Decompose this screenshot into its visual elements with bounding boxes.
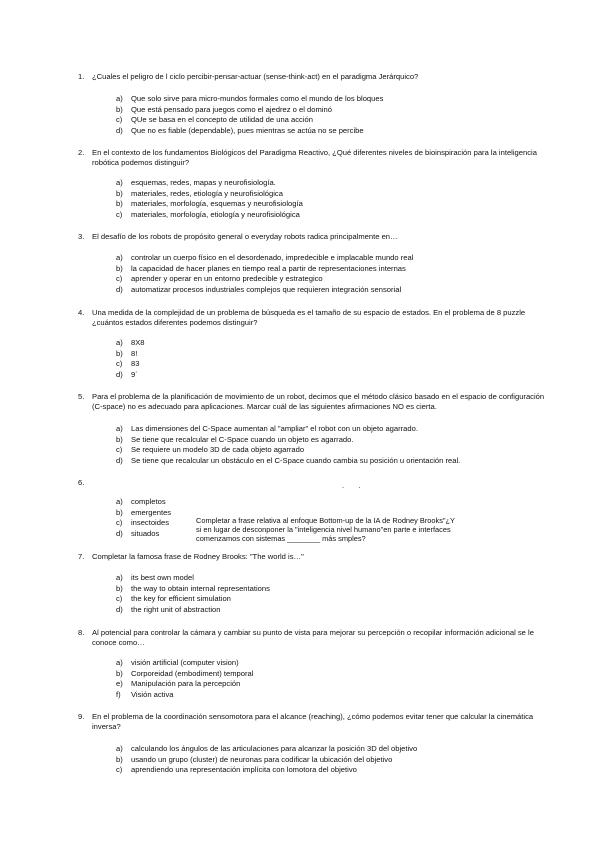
question-text: Completar la famosa frase de Rodney Brooks: "The world is…" bbox=[92, 552, 304, 561]
question-2 bbox=[78, 148, 548, 168]
option[interactable]: b) the way to obtain internal representations bbox=[116, 583, 270, 593]
option[interactable]: b) materiales, morfología, esquemas y neurofisiología bbox=[116, 199, 303, 208]
question-number: 7. bbox=[78, 552, 85, 561]
question-number: 8. bbox=[78, 628, 85, 637]
option[interactable]: f) Visión activa bbox=[116, 689, 174, 699]
floating-line: Completar a frase relativa al enfoque Bottom-up de la IA de Rodney Brooks"¿Y bbox=[196, 516, 455, 525]
question-number: 5. bbox=[78, 392, 85, 401]
options-9 bbox=[116, 744, 546, 776]
option[interactable]: c) aprender y operar en un entorno predecible y estrategico bbox=[116, 274, 323, 283]
floating-line: si en lugar de desconponer la "inteligencia nivel humano"en parte e interfaces bbox=[196, 525, 451, 534]
option[interactable]: a) visión artificial (computer vision) bbox=[116, 658, 239, 667]
question-number: 1. bbox=[78, 72, 85, 81]
option[interactable]: a) calculando los ángulos de las articulaciones para alcanzar la posición 3D del objetivo bbox=[116, 744, 418, 753]
option[interactable]: c) aprendiendo una representación implícita con lomotora del objetivo bbox=[116, 765, 357, 774]
question-1 bbox=[78, 72, 548, 82]
option[interactable]: d) the right unit of abstraction bbox=[116, 604, 221, 614]
question-number: 4. bbox=[78, 308, 85, 317]
question-4 bbox=[78, 308, 548, 328]
option[interactable]: c) materiales, morfología, etiología y neurofisiológica bbox=[116, 209, 300, 219]
question-number: 2. bbox=[78, 148, 85, 157]
options-4 bbox=[116, 338, 546, 380]
option[interactable]: b) materiales, redes, etiología y neurofisiológica bbox=[116, 188, 283, 198]
option[interactable]: b) Que está pensado para juegos como el ajedrez o el dominó bbox=[116, 104, 332, 114]
question-number: 6. bbox=[78, 478, 85, 487]
question-text: Para el problema de la planificación de movimiento de un robot, decimos que el método clásico basado en el espacio de configuración (C-space) no es adecuado para aplicaciones. Marcar cuál de las siguientes afirmaciones NO es cierta. bbox=[92, 392, 545, 411]
option[interactable]: e) Manipulación para la percepción bbox=[116, 679, 241, 688]
stray-dots: . . bbox=[342, 481, 367, 490]
question-text: El desafío de los robots de propósito general o everyday robots radica principalmente en… bbox=[92, 232, 398, 241]
option[interactable]: d) 9` bbox=[116, 369, 138, 379]
question-5 bbox=[78, 392, 548, 412]
question-number: 3. bbox=[78, 232, 85, 241]
question-text: ¿Cuales el peligro de l ciclo percibir-pensar-actuar (sense-think-act) en el paradigma Jerárquico? bbox=[92, 72, 419, 81]
option[interactable]: d) situados bbox=[116, 528, 160, 538]
option[interactable]: a) controlar un cuerpo físico en el desordenado, impredecible e implacable mundo real bbox=[116, 253, 414, 262]
question-8 bbox=[78, 628, 548, 648]
option[interactable]: d) automatizar procesos industriales complejos que requieren integración sensorial bbox=[116, 284, 402, 294]
option[interactable]: b) la capacidad de hacer planes en tiempo real a partir de representaciones internas bbox=[116, 263, 406, 273]
question-number: 9. bbox=[78, 712, 85, 721]
option[interactable]: a) completos bbox=[116, 497, 166, 506]
question-9 bbox=[78, 712, 548, 732]
floating-line: comenzamos con sistemas ________ más smples? bbox=[196, 534, 366, 543]
option[interactable]: c) insectoides bbox=[116, 518, 169, 527]
option[interactable]: a) its best own model bbox=[116, 573, 194, 582]
question-text: En el problema de la coordinación sensomotora para el alcance (reaching), ¿cómo podemos evitar tener que calcular la cinemática inversa? bbox=[92, 712, 534, 731]
option[interactable]: c) Se requiere un modelo 3D de cada objeto agarrado bbox=[116, 445, 305, 454]
option[interactable]: b) usando un grupo (cluster) de neuronas para codificar la ubicación del objetivo bbox=[116, 754, 393, 764]
option[interactable]: a) esquemas, redes, mapas y neurofisiología. bbox=[116, 178, 276, 187]
option[interactable]: c) 83 bbox=[116, 359, 140, 368]
option[interactable]: a) Las dimensiones del C-Space aumentan al "ampliar" el robot con un objeto agarrado. bbox=[116, 424, 418, 433]
options-5 bbox=[116, 424, 546, 466]
option[interactable]: c) QUe se basa en el concepto de utilidad de una acción bbox=[116, 115, 313, 124]
options-7 bbox=[116, 573, 546, 615]
options-2 bbox=[116, 178, 546, 220]
option[interactable]: d) Se tiene que recalcular un obstáculo en el C-Space cuando cambia su posición u orientación real. bbox=[116, 455, 461, 465]
options-1 bbox=[116, 94, 546, 136]
option[interactable]: b) Corporeidad (embodiment) temporal bbox=[116, 668, 254, 678]
options-3 bbox=[116, 253, 546, 295]
options-8 bbox=[116, 658, 546, 700]
option[interactable]: b) Se tiene que recalcular el C-Space cuando un objeto es agarrado. bbox=[116, 434, 354, 444]
question-text: Una medida de la complejidad de un problema de búsqueda es el tamaño de su espacio de estados. En el problema de 8 puzzle ¿cuántos estados diferentes podemos distinguir? bbox=[92, 308, 526, 327]
question-3 bbox=[78, 232, 548, 242]
question-text: Al potencial para controlar la cámara y cambiar su punto de vista para mejorar su percepción o recopilar información adicional se le conoce como… bbox=[92, 628, 534, 647]
option[interactable]: b) 8! bbox=[116, 348, 138, 358]
question-text: En el contexto de los fundamentos Biológicos del Paradigma Reactivo, ¿Qué diferentes niveles de bioinspiración para la inteligencia robótica podemos distinguir? bbox=[92, 148, 537, 167]
option[interactable]: d) Que no es fiable (dependable), pues mientras se actúa no se percibe bbox=[116, 125, 364, 135]
question-7 bbox=[78, 552, 548, 562]
option[interactable]: b) emergentes bbox=[116, 507, 172, 517]
option[interactable]: c) the key for efficient simulation bbox=[116, 594, 231, 603]
option[interactable]: a) Que solo sirve para micro-mundos formales como el mundo de los bloques bbox=[116, 94, 384, 103]
option[interactable]: a) 8X8 bbox=[116, 338, 145, 347]
